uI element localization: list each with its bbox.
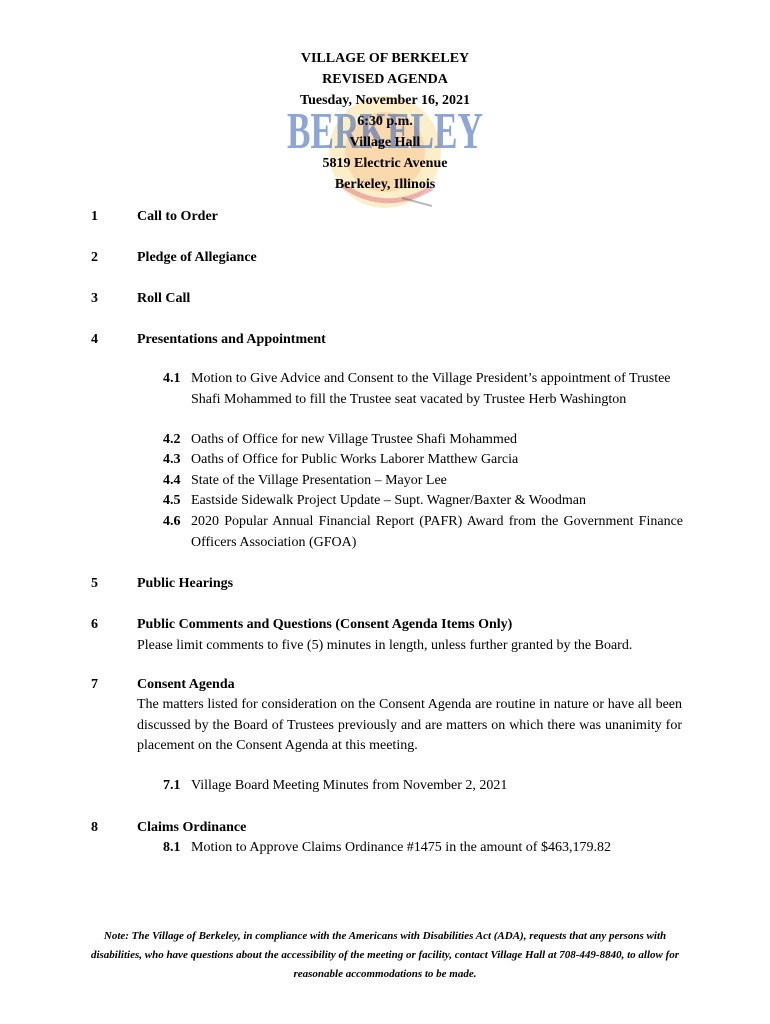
item-title: Pledge of Allegiance <box>137 250 257 265</box>
logo-wordmark: BERKELEY <box>287 103 483 160</box>
village-name: VILLAGE OF BERKELEY <box>300 51 470 66</box>
item-description: Please limit comments to five (5) minutes in length, unless further granted by the Board. <box>137 638 633 653</box>
item-number: 5 <box>91 576 98 591</box>
item-title: Call to Order <box>137 209 218 224</box>
item-number: 1 <box>91 209 98 224</box>
venue-city: Berkeley, Illinois <box>334 177 436 192</box>
meeting-date: Tuesday, November 16, 2021 <box>300 93 470 108</box>
agenda-type: REVISED AGENDA <box>322 72 448 87</box>
item-number: 6 <box>91 617 98 632</box>
sub-item-text: Motion to Give Advice and Consent to the Village President’s appointment of Trustee Shafi Mohammed to fill the Trustee seat vacated by Trustee Herb Washington <box>191 371 671 407</box>
sub-item-text: State of the Village Presentation – Mayor Lee <box>191 473 447 488</box>
sub-item-text: Motion to Approve Claims Ordinance #1475 in the amount of $463,179.82 <box>191 840 611 855</box>
agenda-header <box>0 48 770 195</box>
item-title: Claims Ordinance <box>137 820 247 835</box>
item-number: 8 <box>91 820 98 835</box>
meeting-time: 6:30 p.m. <box>357 114 413 129</box>
item-title: Presentations and Appointment <box>137 332 326 347</box>
sub-item-number: 7.1 <box>163 778 181 793</box>
item-title: Consent Agenda <box>137 677 235 692</box>
item-number: 7 <box>91 677 98 692</box>
item-description: The matters listed for consideration on the Consent Agenda are routine in nature or have all been discussed by the Board of Trustees previously and are matters on which there was unanimity for placement on the Consent Agenda at this meeting. <box>137 697 682 753</box>
sub-item-number: 4.2 <box>163 432 181 447</box>
sub-item-number: 4.5 <box>163 493 181 508</box>
item-number: 2 <box>91 250 98 265</box>
ada-note: Note: The Village of Berkeley, in compliance with the Americans with Disabilities Act (ADA), requests that any persons with disabilities, who have questions about the accessibility of the meeting or facility, contact Village Hall at 708-449-8840, to allow for reasonable accommodations to be made. <box>90 930 680 980</box>
sub-item-number: 8.1 <box>163 840 181 855</box>
item-title: Public Comments and Questions (Consent Agenda Items Only) <box>137 617 513 632</box>
item-number: 4 <box>91 332 98 347</box>
sub-item-text: 2020 Popular Annual Financial Report (PAFR) Award from the Government Finance Officers Association (GFOA) <box>191 514 683 550</box>
sub-item-number: 4.1 <box>163 371 181 386</box>
sub-item-text: Village Board Meeting Minutes from November 2, 2021 <box>191 778 508 793</box>
meeting-venue: Village Hall <box>349 135 421 150</box>
sub-item-text: Eastside Sidewalk Project Update – Supt. Wagner/Baxter & Woodman <box>191 493 586 508</box>
sub-item-number: 4.3 <box>163 452 181 467</box>
item-title: Public Hearings <box>137 576 234 591</box>
venue-address: 5819 Electric Avenue <box>322 156 448 171</box>
sub-item-number: 4.6 <box>163 514 181 529</box>
sub-item-text: Oaths of Office for Public Works Laborer Matthew Garcia <box>191 452 519 467</box>
sub-item-text: Oaths of Office for new Village Trustee Shafi Mohammed <box>191 432 518 447</box>
item-title: Roll Call <box>137 291 191 306</box>
item-number: 3 <box>91 291 98 306</box>
sub-item-number: 4.4 <box>163 473 181 488</box>
